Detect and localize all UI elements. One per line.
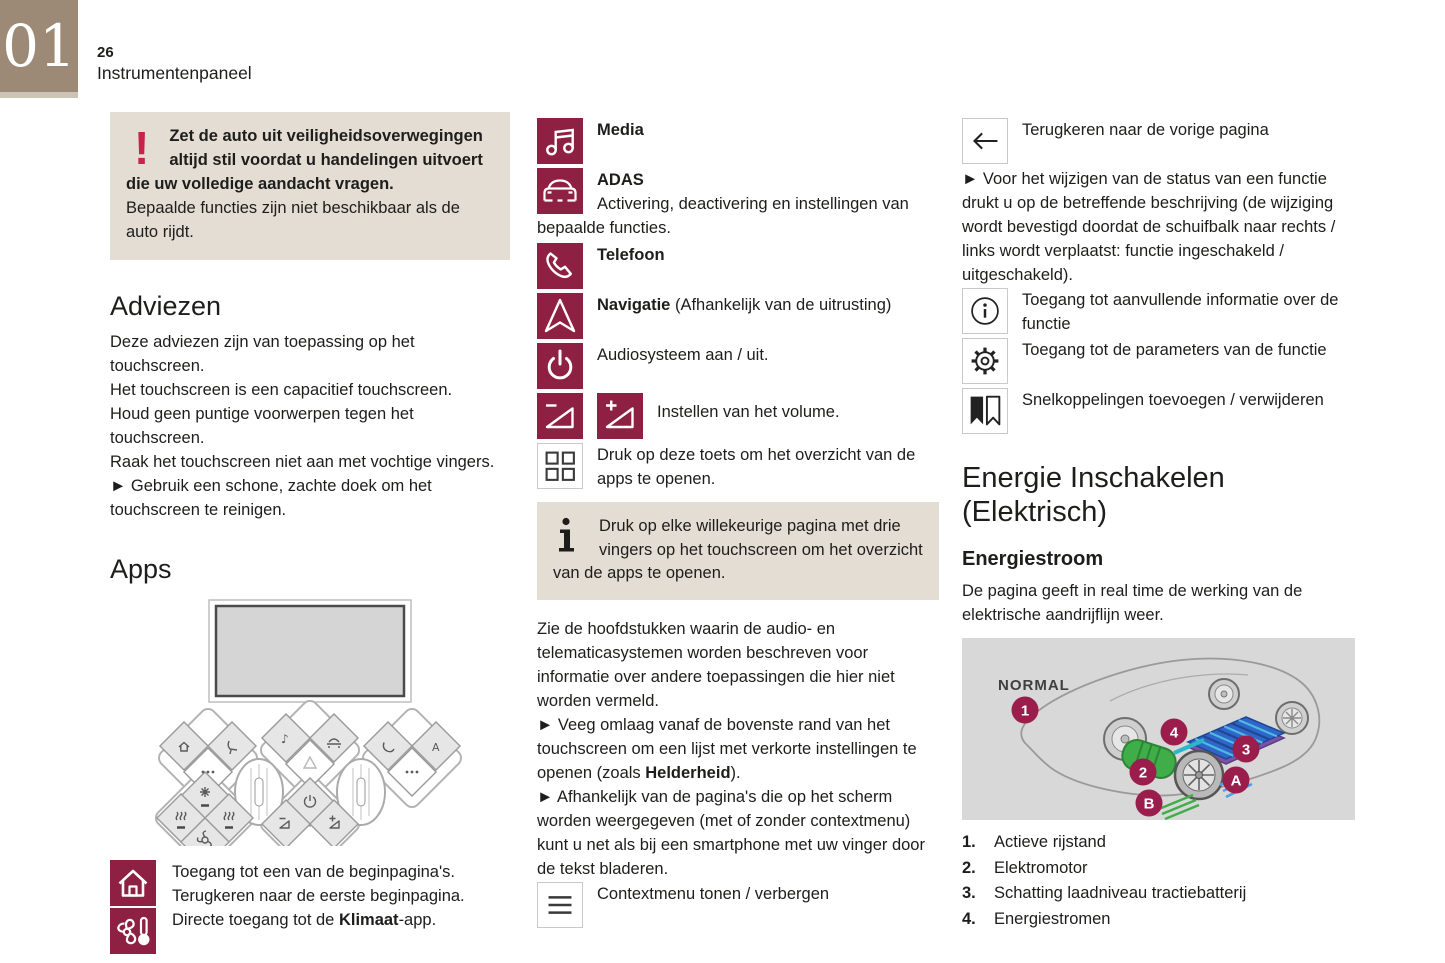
exclamation-icon: ! — [134, 122, 150, 174]
info-note-text: Druk op elke willekeurige pagina met drie vingers op het touchscreen om het overzicht van de apps te openen. — [553, 516, 923, 583]
adas-row — [537, 168, 939, 241]
legend-item: 3. Schatting laadniveau tractiebatterij — [962, 884, 1247, 903]
gear-text: Toegang tot de parameters van de functie — [1022, 341, 1327, 360]
info-circle-icon — [962, 288, 1008, 334]
contextmenu-row — [537, 882, 939, 930]
home-climate-row — [110, 860, 510, 933]
info-i-icon — [557, 517, 579, 555]
right-column — [962, 118, 1360, 932]
safety-warning-box — [110, 112, 510, 260]
middle-column — [537, 118, 939, 932]
diagram-legend — [962, 830, 1360, 932]
media-row — [537, 118, 939, 166]
legend-item: 1. Actieve rijstand — [962, 832, 1106, 851]
klimaat-text: Directe toegang tot de Klimaat-app. — [172, 911, 437, 930]
warning-normal-text: Bepaalde functies zijn niet beschikbaar als de auto rijdt. — [126, 198, 460, 241]
music-note-icon — [537, 118, 583, 164]
telefoon-row — [537, 243, 939, 291]
back-row — [962, 118, 1360, 166]
adviezen-line: Raak het touchscreen niet aan met vochtige vingers. — [110, 452, 495, 471]
page-header — [97, 44, 252, 85]
adas-desc: Activering, deactivering en instellingen van bepaalde functies. — [537, 194, 909, 237]
middle-paragraph-2: ► Veeg omlaag vanaf de bovenste rand van het touchscreen om een lijst met verkorte instellingen te openen (zoals Helderheid). — [537, 716, 917, 782]
bookmarks-icon — [962, 388, 1008, 434]
navigatie-label: Navigatie — [597, 295, 671, 314]
info-note-box — [537, 502, 939, 601]
svg-text:B: B — [1143, 795, 1155, 813]
adas-label: ADAS — [597, 171, 644, 189]
back-text: Terugkeren naar de vorige pagina — [1022, 121, 1269, 139]
info-row — [962, 288, 1360, 337]
front-wheel — [1175, 751, 1223, 799]
info-text: Toegang tot aanvullende informatie over de functie — [1022, 290, 1339, 333]
home-text-2: Terugkeren naar de eerste beginpagina. — [172, 887, 465, 906]
legend-item: 4. Energiestromen — [962, 909, 1111, 928]
contextmenu-text: Contextmenu tonen / verbergen — [597, 884, 830, 903]
adviezen-heading: Adviezen — [110, 290, 222, 321]
back-arrow-icon — [962, 118, 1008, 164]
volume-row — [537, 393, 939, 441]
home-icon — [110, 860, 156, 906]
svg-text:2: 2 — [1138, 764, 1148, 782]
svg-text:A: A — [432, 741, 440, 755]
svg-text:1: 1 — [1020, 702, 1030, 720]
svg-text:A: A — [1230, 772, 1242, 790]
volume-text: Instellen van het volume. — [657, 402, 840, 421]
page-number: 26 — [97, 44, 114, 61]
middle-paragraph-1: Zie de hoofdstukken waarin de audio- en telematicasystemen worden beschreven voor informatie over andere toepassingen die hier niet worden vermeld. — [537, 620, 895, 711]
touchscreen-apps-illustration — [110, 596, 510, 846]
shortcuts-row — [962, 388, 1360, 436]
navigatie-row — [537, 293, 939, 341]
adviezen-line: Het touchscreen is een capacitief touchscreen. — [110, 381, 453, 400]
media-label: Media — [597, 121, 644, 139]
phone-icon — [537, 243, 583, 289]
energy-heading: Energie Inschakelen (Elektrisch) — [962, 462, 1225, 528]
gear-icon — [962, 338, 1008, 384]
right-paragraph-1: ► Voor het wijzigen van de status van een functie drukt u op de betreffende beschrijving (de wijziging wordt bevestigd doordat de schuifbalk naar rechts / links wordt verplaatst: functie ingeschakeld / uitgeschakeld). — [962, 170, 1336, 284]
energiestroom-heading: Energiestroom — [962, 548, 1104, 571]
energiestroom-text: De pagina geeft in real time de werking van de elektrische aandrijflijn weer. — [962, 582, 1303, 625]
chapter-number-box — [0, 0, 78, 98]
fan-thermometer-icon — [110, 908, 156, 954]
home-text-1: Toegang tot een van de beginpagina's. — [172, 863, 455, 882]
nav-arrow-icon — [537, 293, 583, 339]
apps-overview-row — [537, 443, 939, 492]
chapter-number: 01 — [2, 11, 76, 80]
audio-text: Audiosysteem aan / uit. — [597, 345, 769, 364]
left-column — [110, 112, 510, 956]
section-title: Instrumentenpaneel — [97, 63, 252, 83]
adviezen-line: Houd geen puntige voorwerpen tegen het touchscreen. — [110, 405, 414, 447]
grid-icon — [537, 443, 583, 489]
legend-item: 2. Elektromotor — [962, 858, 1088, 877]
adviezen-line: ► Gebruik een schone, zachte doek om het touchscreen te reinigen. — [110, 476, 432, 519]
navigatie-desc: (Afhankelijk van de uitrusting) — [670, 295, 892, 314]
touchscreen-screen — [209, 600, 411, 702]
drive-mode-label: NORMAL — [998, 676, 1070, 694]
adviezen-line: Deze adviezen zijn van toepassing op het touchscreen. — [110, 333, 415, 376]
svg-text:♪: ♪ — [281, 732, 289, 747]
hamburger-icon — [537, 882, 583, 928]
bookmark-text: Snelkoppelingen toevoegen / verwijderen — [1022, 391, 1324, 410]
volume-plus-icon — [597, 393, 643, 439]
svg-text:3: 3 — [1241, 741, 1251, 759]
energy-flow-diagram — [962, 638, 1355, 820]
car-icon — [537, 168, 583, 214]
volume-minus-icon — [537, 393, 583, 439]
audio-row — [537, 343, 939, 391]
apps-heading: Apps — [110, 553, 172, 584]
middle-paragraph-3: ► Afhankelijk van de pagina's die op het scherm worden weergegeven (met of zonder contextmenu) kunt u net als bij een smartphone met uw vinger door de tekst bladeren. — [537, 787, 925, 878]
warning-bold-text: Zet de auto uit veiligheidsoverwegingen altijd stil voordat u handelingen uitvoert die uw volledige aandacht vragen. — [126, 127, 483, 193]
power-icon — [537, 343, 583, 389]
svg-text:4: 4 — [1169, 724, 1179, 742]
telefoon-label: Telefoon — [597, 245, 665, 264]
grid-text: Druk op deze toets om het overzicht van de apps te openen. — [597, 445, 916, 488]
settings-row — [962, 338, 1360, 386]
